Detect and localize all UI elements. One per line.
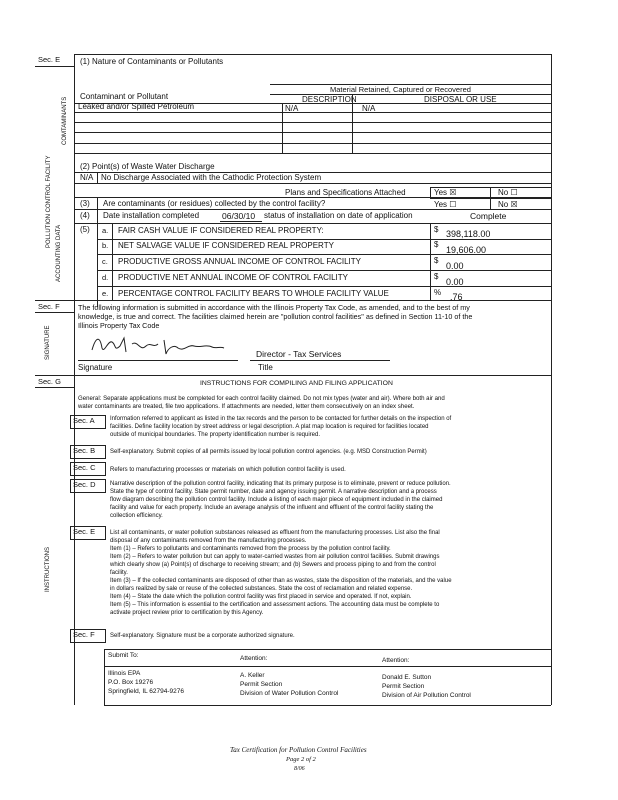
sec-e-text-line: Item (2) – Refers to water pollution but can apply to water-carried wastes from air pollution control facilities. Submit drawings <box>110 554 440 560</box>
sec-a-label: Sec. A <box>73 416 95 425</box>
sec-f-statement-line1: The following information is submitted in accordance with the Illinois Property Tax Code, as amended, and to the best of my <box>78 303 470 312</box>
signature-image <box>88 330 228 360</box>
general-line2: water contaminants are treated, file two applications. If attachments are needed, letter them consecutively on an index sheet. <box>78 403 415 410</box>
sec-a-text-line: outside of municipal boundaries. The property identification number is required. <box>110 432 321 438</box>
sec-e-side-label-pcf: POLLUTION CONTROL FACILITY <box>46 155 52 248</box>
attention-label-2: Attention: <box>382 657 410 664</box>
accounting-label: FAIR CASH VALUE IF CONSIDERED REAL PROPERTY: <box>118 226 324 235</box>
sec-e-text-line: disposal of any contaminants removed from the manufacturing processes. <box>110 538 307 544</box>
sec-d-text-line: Narrative description of the pollution control facility, indicating that its primary purpose is to eliminate, prevent or reduce pollution. <box>110 481 451 487</box>
submit-label: Submit To: <box>108 652 139 659</box>
item1-title: (1) Nature of Contaminants or Pollutants <box>80 57 224 66</box>
title-label: Title <box>258 363 273 372</box>
sec-d-text-line: collection efficiency. <box>110 513 163 519</box>
sec-f-label: Sec. F <box>38 302 60 311</box>
sec-e-text-line: Item (5) – This information is essential to the certification and assessment actions. The accounting data must be complete to <box>110 602 440 608</box>
sec-f-text-line: Self-explanatory. Signature must be a corporate authorized signature. <box>110 633 295 639</box>
sec-e-text-line: facility. <box>110 570 128 576</box>
accounting-value[interactable]: 19,606.00 <box>446 245 487 255</box>
accounting-value[interactable]: 0.00 <box>446 261 464 271</box>
row1-contaminant[interactable]: Leaked and/or Spilled Petroleum <box>78 102 195 111</box>
sec-b-label: Sec. B <box>73 446 96 455</box>
item3-num: (3) <box>80 199 90 208</box>
item2-value[interactable]: No Discharge Associated with the Cathodic Protection System <box>101 173 322 182</box>
item5-num: (5) <box>80 225 90 234</box>
sec-f-statement-line3: Illinois Property Tax Code <box>78 321 160 330</box>
general-line1: General: Separate applications must be completed for each control facility claimed. Do not mix types (water and air). Where both air and <box>78 395 445 402</box>
row1-description[interactable]: N/A <box>285 104 299 113</box>
attention-label-1: Attention: <box>240 655 268 662</box>
sec-e-text-line: List all contaminants, or water pollution substances released as effluent from the manufacturing processes. List also the final <box>110 530 440 536</box>
sec-c-text-line: Refers to manufacturing processes or materials on which pollution control facility is used. <box>110 467 346 473</box>
item3-label: Are contaminants (or residues) collected by the control facility? <box>103 199 326 208</box>
sec-e-side-label-accounting: ACCOUNTING DATA <box>56 224 62 282</box>
plans-label: Plans and Specifications Attached <box>285 188 406 197</box>
accounting-value[interactable]: 0.00 <box>446 277 464 287</box>
accounting-label: PRODUCTIVE NET ANNUAL INCOME OF CONTROL FACILITY <box>118 273 348 282</box>
sec-g-side-label: INSTRUCTIONS <box>45 547 51 592</box>
item3-no-option[interactable]: No ☒ <box>498 200 518 209</box>
col-description: DESCRIPTION <box>302 95 357 104</box>
item3-no-checkbox[interactable]: ☒ <box>510 200 518 209</box>
plans-no-checkbox[interactable]: ☐ <box>510 188 518 197</box>
sec-e-text-line: in dollars realized by sale or reuse of the collected substances. State the cost of reclamation and related expense. <box>110 586 413 592</box>
item3-yes-option[interactable]: Yes ☐ <box>434 200 457 209</box>
sec-b-text-line: Self-explanatory. Submit copies of all permits issued by local pollution control agencies. (e.g. MSD Construction Permit) <box>110 449 427 455</box>
material-header: Material Retained, Captured or Recovered <box>330 85 471 94</box>
sec-e-side-label-contaminants: COMTAMINANTS <box>62 96 68 145</box>
item4-label: Date installation completed <box>103 211 200 220</box>
sec-a-text-line: facilities. Define facility location by street address or legal description. A plat map location is required for facilities located <box>110 424 429 430</box>
sec-e-text-line: activate project review prior to certification by this Agency. <box>110 610 264 616</box>
accounting-value[interactable]: 398,118.00 <box>446 229 491 239</box>
sec-e-text-line: which clearly show (a) Point(s) of discharge to receiving stream; and (b) Sewers and process piping to and from the control <box>110 562 436 568</box>
plans-no-option[interactable]: No ☐ <box>498 188 518 197</box>
sec-d-text-line: State the type of control facility. State permit number, date and agency issuing permit. A narrative description and a process <box>110 489 437 495</box>
footer-date: 8/06 <box>294 766 305 772</box>
sec-e-instr-label: Sec. E <box>73 527 96 536</box>
sec-e-label: Sec. E <box>38 55 61 64</box>
col-disposal: DISPOSAL OR USE <box>424 95 497 104</box>
title-value[interactable]: Director - Tax Services <box>256 349 342 359</box>
item4-date[interactable]: 06/30/10 <box>222 211 256 221</box>
sec-e-text-line: Item (3) – If the collected contaminants are disposed of other than as wastes, state the disposition of the materials, and the value <box>110 578 452 584</box>
item2-na: N/A <box>80 173 94 182</box>
sec-f-statement-line2: knowledge, is true and correct. The facilities claimed herein are "pollution control facilities" as defined in Section 11-10 of the <box>78 312 473 321</box>
accounting-label: NET SALVAGE VALUE IF CONSIDERED REAL PROPERTY <box>118 241 334 250</box>
instructions-heading: INSTRUCTIONS FOR COMPILING AND FILING APPLICATION <box>200 380 393 387</box>
footer-title: Tax Certification for Pollution Control Facilities <box>230 746 367 754</box>
col-contaminant: Contaminant or Pollutant <box>80 92 169 101</box>
item4-num: (4) <box>80 211 90 220</box>
signature-label: Signature <box>78 363 113 372</box>
sec-f-instr-label: Sec. F <box>73 630 95 639</box>
sec-c-label: Sec. C <box>73 463 96 472</box>
sec-d-label: Sec. D <box>73 480 96 489</box>
footer-page: Page 2 of 2 <box>286 756 316 763</box>
item4-status-label: status of installation on date of application <box>264 211 413 220</box>
row1-disposal[interactable]: N/A <box>362 104 376 113</box>
sec-d-text-line: facility and value for each property. Include an average analysis of the influent and effluent of the control facility stating the <box>110 505 434 511</box>
plans-yes-checkbox[interactable]: ☒ <box>449 188 457 197</box>
sec-a-text-line: Information referred to applicant as listed in the tax records and the person to be contacted for further details on the inspection of <box>110 416 452 422</box>
sec-g-label: Sec. G <box>38 377 61 386</box>
accounting-label: PERCENTAGE CONTROL FACILITY BEARS TO WHOLE FACILITY VALUE <box>118 289 389 298</box>
item2-title: (2) Point(s) of Waste Water Discharge <box>80 162 215 171</box>
sec-d-text-line: flow diagram describing the pollution control facility. Include a listing of each major piece of equipment included in the claimed <box>110 497 443 503</box>
plans-yes-option[interactable]: Yes ☒ <box>434 188 457 197</box>
sec-e-text-line: Item (4) – State the date which the pollution control facility was first placed in service and operated. If not, explain. <box>110 594 412 600</box>
sec-e-text-line: Item (1) – Refers to pollutants and contaminants removed from the process by the pollution control facility. <box>110 546 391 552</box>
item4-status[interactable]: Complete <box>470 211 507 221</box>
item3-yes-checkbox[interactable]: ☐ <box>449 200 457 209</box>
sec-f-side-label: SIGNATURE <box>45 325 51 360</box>
accounting-value[interactable]: .76 <box>450 292 463 302</box>
accounting-label: PRODUCTIVE GROSS ANNUAL INCOME OF CONTROL FACILITY <box>118 257 361 266</box>
